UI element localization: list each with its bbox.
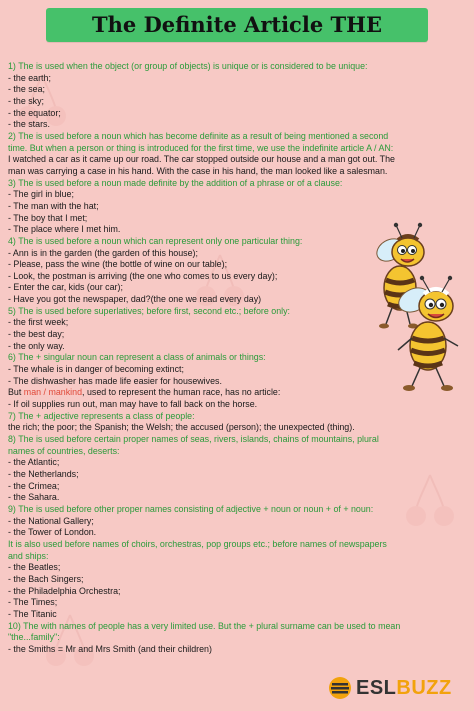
- text-line: [8, 586, 464, 598]
- text-line: [8, 119, 464, 131]
- text-segment: , used to represent the human race, has no article:: [82, 387, 281, 398]
- text-segment: - the Bach Singers;: [8, 573, 84, 584]
- text-line: [8, 422, 464, 434]
- text-segment: - Ann is in the garden (the garden of this house);: [8, 247, 198, 258]
- text-line: [8, 551, 464, 563]
- text-line: [8, 434, 464, 446]
- text-segment: - the first week;: [8, 317, 69, 328]
- page-title: The Definite Article THE: [92, 12, 382, 37]
- text-segment: and ships:: [8, 550, 49, 561]
- text-line: [8, 411, 464, 423]
- text-line: [8, 574, 464, 586]
- text-segment: - the only way.: [8, 340, 65, 351]
- logo-text: [356, 676, 452, 700]
- text-line: [8, 108, 464, 120]
- text-segment: - Look, the postman is arriving (the one who comes to us every day);: [8, 270, 278, 281]
- text-line: [8, 457, 464, 469]
- text-segment: - Enter the car, kids (our car);: [8, 282, 123, 293]
- text-line: [8, 516, 464, 528]
- text-line: [8, 84, 464, 96]
- text-line: [8, 527, 464, 539]
- text-segment: - The man with the hat;: [8, 200, 99, 211]
- text-segment: - The Titanic: [8, 608, 57, 619]
- text-line: [8, 73, 464, 85]
- text-line: [8, 166, 464, 178]
- text-segment: - If oil supplies run out, man may have to fall back on the horse.: [8, 399, 258, 410]
- text-segment: - The boy that I met;: [8, 212, 88, 223]
- text-segment: 2) The is used before a noun which has become definite as a result of being mentioned a second: [8, 130, 389, 141]
- text-segment: - The place where I met him.: [8, 224, 121, 235]
- bee-front-icon: [395, 276, 458, 391]
- text-line: [8, 504, 464, 516]
- text-segment: - the stars.: [8, 119, 50, 130]
- text-segment: man was carrying a case in his hand. With the case in his hand, the man looked like a salesman.: [8, 165, 388, 176]
- text-segment: 1) The is used when the object (or group of objects) is unique or is considered to be unique:: [8, 61, 368, 71]
- text-line: [8, 189, 464, 201]
- text-segment: - Have you got the newspaper, dad?(the one we read every day): [8, 294, 262, 305]
- text-segment: - the Beatles;: [8, 562, 61, 573]
- text-line: [8, 609, 464, 621]
- text-segment: - The Times;: [8, 597, 58, 608]
- text-segment: 9) The is used before other proper names consisting of adjective + noun or noun + of + noun:: [8, 503, 374, 514]
- text-line: [8, 597, 464, 609]
- text-segment: 10) The with names of people has a very limited use. But the + plural surname can be used to mean: [8, 620, 401, 631]
- text-segment: - The girl in blue;: [8, 189, 74, 200]
- text-line: [8, 143, 464, 155]
- text-segment: 6) The + singular noun can represent a class of animals or things:: [8, 352, 266, 363]
- text-line: [8, 632, 464, 644]
- text-segment: - the Tower of London.: [8, 527, 97, 538]
- text-segment: 8) The is used before certain proper names of seas, rivers, islands, chains of mountains, plural: [8, 434, 379, 444]
- text-line: [8, 61, 464, 73]
- text-segment: 7) The + adjective represents a class of people:: [8, 410, 195, 421]
- text-line: [8, 644, 464, 656]
- bee-back-icon: [373, 223, 424, 329]
- text-segment: names of countries, deserts:: [8, 445, 120, 456]
- text-line: [8, 201, 464, 213]
- text-segment: man / mankind: [23, 387, 83, 398]
- text-segment: - The dishwasher has made life easier for housewives.: [8, 375, 222, 386]
- text-line: [8, 562, 464, 574]
- text-segment: - the earth;: [8, 72, 51, 83]
- text-segment: - the Smiths = Mr and Mrs Smith (and their children): [8, 643, 212, 654]
- text-segment: - The whale is in danger of becoming extinct;: [8, 364, 184, 375]
- text-line: [8, 492, 464, 504]
- text-line: [8, 154, 464, 166]
- text-line: [8, 178, 464, 190]
- text-line: [8, 96, 464, 108]
- text-line: [8, 446, 464, 458]
- text-segment: - the Philadelphia Orchestra;: [8, 585, 121, 596]
- text-segment: - the National Gallery;: [8, 515, 94, 526]
- text-segment: I watched a car as it came up our road. The car stopped outside our house and a man got out. The: [8, 154, 395, 165]
- text-segment: "the...family":: [8, 632, 60, 643]
- text-segment: time. But when a person or thing is introduced for the first time, we use the indefinite article A / AN:: [8, 142, 394, 153]
- text-line: [8, 131, 464, 143]
- text-line: [8, 621, 464, 633]
- text-line: [8, 539, 464, 551]
- cartoon-bees-illustration: [356, 220, 468, 400]
- text-line: [8, 481, 464, 493]
- eslbuzz-logo: [328, 676, 468, 700]
- bee-logo-icon: [328, 676, 352, 700]
- text-segment: 5) The is used before superlatives; before first, second etc.; before only:: [8, 305, 291, 316]
- text-segment: - the Netherlands;: [8, 468, 79, 479]
- text-segment: - the best day;: [8, 329, 65, 340]
- text-segment: - the equator;: [8, 107, 61, 118]
- text-segment: It is also used before names of choirs, orchestras, pop groups etc.; before names of newspapers: [8, 538, 387, 549]
- text-segment: - the Sahara.: [8, 492, 60, 503]
- text-segment: - the sky;: [8, 95, 45, 106]
- logo-text-buzz: BUZZ: [396, 677, 452, 699]
- text-segment: - the Crimea;: [8, 480, 60, 491]
- text-segment: 4) The is used before a noun which can represent only one particular thing:: [8, 235, 303, 246]
- text-segment: - the Atlantic;: [8, 457, 60, 468]
- logo-text-esl: ESL: [356, 677, 397, 699]
- text-segment: But: [8, 387, 24, 398]
- text-segment: - the sea;: [8, 84, 45, 95]
- text-segment: 3) The is used before a noun made definite by the addition of a phrase or of a clause:: [8, 177, 343, 188]
- text-line: [8, 399, 464, 411]
- text-line: [8, 469, 464, 481]
- text-segment: the rich; the poor; the Spanish; the Welsh; the accused (person); the unexpected (thing).: [8, 422, 355, 433]
- text-segment: - Please, pass the wine (the bottle of wine on our table);: [8, 259, 228, 270]
